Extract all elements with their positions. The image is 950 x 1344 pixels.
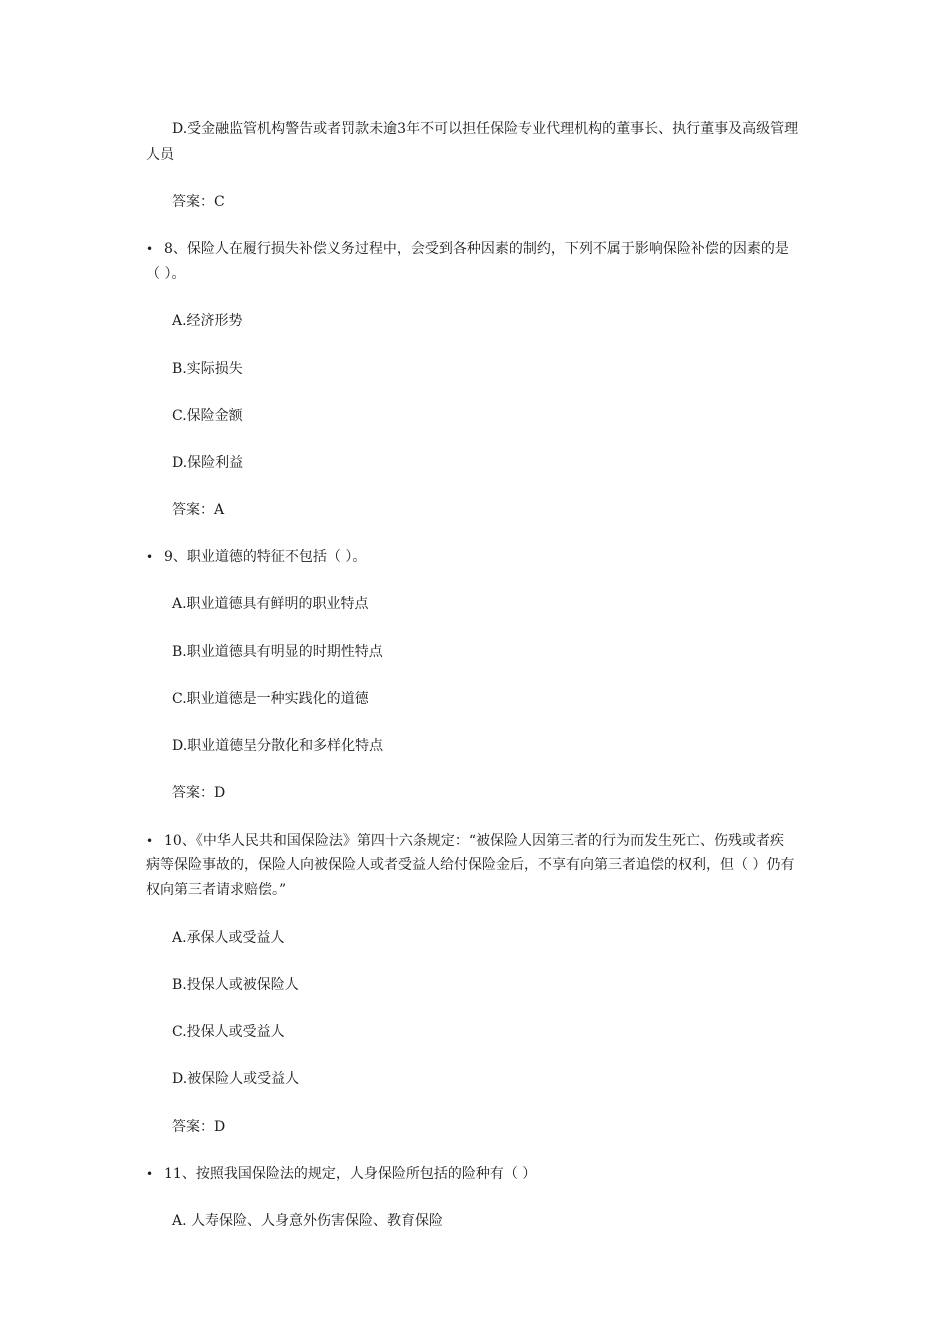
question-11-stem: • 11、按照我国保险法的规定，人身保险所包括的险种有（ ）	[146, 1162, 536, 1186]
prev-option-d-line2: 人员	[146, 147, 174, 163]
bullet-icon: •	[146, 242, 154, 256]
question-8-option-d: D.保险利益	[172, 455, 244, 471]
question-8-stem-line1: • 8、保险人在履行损失补偿义务过程中，会受到各种因素的制约，下列不属于影响保险补偿的因素的是	[146, 237, 789, 261]
question-11-option-a: A. 人寿保险、人身意外伤害保险、教育保险	[172, 1213, 444, 1229]
question-9-option-d: D.职业道德呈分散化和多样化特点	[172, 738, 384, 754]
question-9-option-b: B.职业道德具有明显的时期性特点	[172, 644, 383, 660]
bullet-icon: •	[146, 834, 154, 848]
question-8-option-a: A.经济形势	[172, 313, 243, 329]
question-10-stem-line1: • 10、《中华人民共和国保险法》第四十六条规定：“被保险人因第三者的行为而发生死亡、伤残或者疾	[146, 829, 784, 853]
question-9-stem: • 9、职业道德的特征不包括（ ）。	[146, 545, 366, 569]
bullet-icon: •	[146, 1167, 154, 1181]
question-8-answer: 答案：A	[172, 502, 225, 518]
question-8-option-b: B.实际损失	[172, 361, 243, 377]
question-10-option-c: C.投保人或受益人	[172, 1024, 285, 1040]
question-10-option-d: D.被保险人或受益人	[172, 1071, 300, 1087]
question-10-stem-line2: 病等保险事故的，保险人向被保险人或者受益人给付保险金后，不享有向第三者追偿的权利，但（ ）仍有	[146, 857, 795, 873]
question-10-option-b: B.投保人或被保险人	[172, 977, 299, 993]
question-9-option-c: C.职业道德是一种实践化的道德	[172, 691, 369, 707]
question-10-stem-line3: 权向第三者请求赔偿。”	[146, 882, 287, 898]
prev-option-d-line1: D.受金融监管机构警告或者罚款未逾3年不可以担任保险专业代理机构的董事长、执行董事及高级管理	[172, 121, 799, 137]
question-9-answer: 答案：D	[172, 785, 226, 801]
question-8-option-c: C.保险金额	[172, 408, 243, 424]
question-8-stem-line2: （ ）。	[146, 266, 186, 282]
question-10-answer: 答案：D	[172, 1119, 226, 1135]
question-10-option-a: A.承保人或受益人	[172, 930, 285, 946]
prev-answer: 答案：C	[172, 194, 225, 210]
question-9-option-a: A.职业道德具有鲜明的职业特点	[172, 596, 369, 612]
bullet-icon: •	[146, 550, 154, 564]
